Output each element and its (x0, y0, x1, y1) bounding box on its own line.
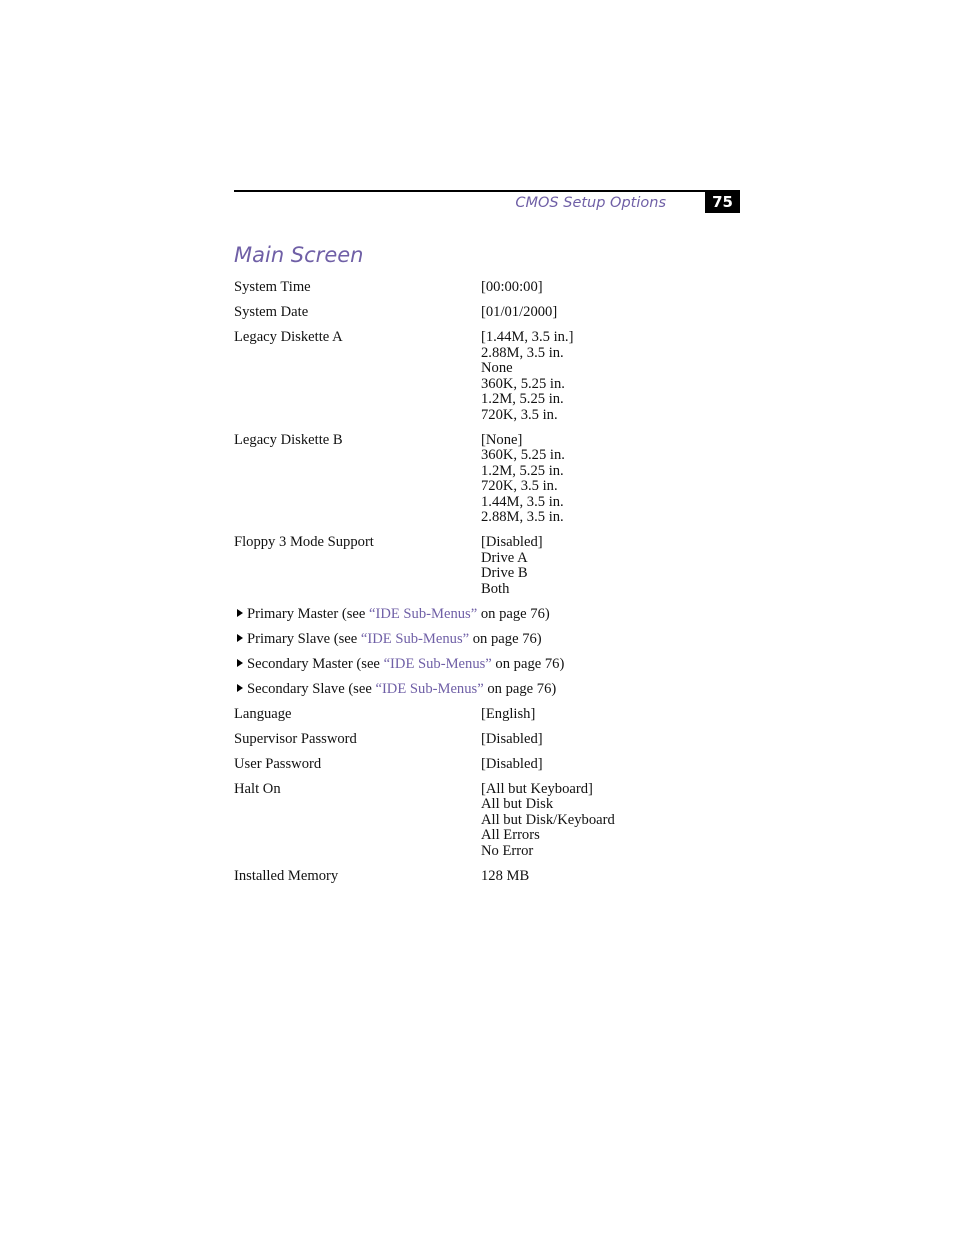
section-title: Main Screen (234, 243, 364, 267)
setting-label: Language (234, 705, 292, 722)
setting-option: 1.44M, 3.5 in. (481, 493, 564, 510)
setting-options (481, 535, 734, 597)
submenu-label: Secondary Master (see (247, 655, 384, 672)
submenu-label: Secondary Slave (see (247, 680, 376, 697)
setting-row (234, 782, 734, 860)
header-rule (234, 190, 740, 192)
setting-option: No Error (481, 842, 534, 859)
setting-option: Drive B (481, 565, 528, 581)
setting-option: 720K, 3.5 in. (481, 406, 558, 423)
submenu-page-ref: on page 76) (469, 630, 542, 647)
setting-options (481, 757, 734, 773)
triangle-bullet-icon (237, 659, 243, 667)
running-head: CMOS Setup Options (515, 195, 666, 211)
submenu-item (234, 657, 734, 673)
setting-row (234, 757, 734, 773)
submenu-item (234, 632, 734, 648)
triangle-bullet-icon (237, 634, 243, 642)
submenu-list (234, 607, 734, 698)
setting-options (481, 869, 734, 885)
setting-label: Floppy 3 Mode Support (234, 534, 374, 550)
setting-option: 1.2M, 5.25 in. (481, 462, 564, 479)
setting-row (234, 305, 734, 321)
setting-row (234, 707, 734, 723)
submenu-page-ref: on page 76) (483, 680, 557, 697)
setting-option: 2.88M, 3.5 in. (481, 344, 564, 361)
settings-content (234, 280, 734, 894)
cross-reference-link[interactable]: “IDE Sub-Menus” (368, 605, 478, 622)
setting-options (481, 433, 734, 526)
cross-reference-link[interactable]: “IDE Sub-Menus” (360, 630, 470, 647)
setting-label: Installed Memory (234, 867, 339, 884)
setting-option: [Disabled] (481, 534, 543, 550)
setting-options (481, 330, 734, 423)
setting-option: [All but Keyboard] (481, 780, 593, 797)
setting-label: User Password (234, 755, 322, 772)
setting-option: 128 MB (481, 867, 530, 884)
submenu-label: Primary Master (see (247, 605, 369, 622)
setting-option: 360K, 5.25 in. (481, 447, 565, 463)
cross-reference-link[interactable]: “IDE Sub-Menus” (375, 680, 484, 697)
settings-list-bottom (234, 707, 734, 885)
submenu-item (234, 682, 734, 698)
setting-option: 360K, 5.25 in. (481, 375, 565, 392)
setting-option: [00:00:00] (481, 279, 543, 295)
cross-reference-link[interactable]: “IDE Sub-Menus” (383, 655, 492, 672)
setting-option: [None] (481, 431, 523, 448)
setting-row (234, 280, 734, 296)
setting-row (234, 433, 734, 526)
setting-options (481, 280, 734, 296)
setting-label: Supervisor Password (234, 730, 357, 747)
setting-label: Halt On (234, 780, 281, 797)
submenu-item (234, 607, 734, 623)
setting-option: Both (481, 580, 510, 597)
setting-option: None (481, 360, 513, 376)
setting-option: [Disabled] (481, 755, 543, 772)
setting-row (234, 869, 734, 885)
page-number: 75 (705, 191, 740, 213)
setting-label: Legacy Diskette B (234, 431, 343, 448)
submenu-page-ref: on page 76) (491, 655, 565, 672)
setting-options (481, 305, 734, 321)
setting-option: All Errors (481, 827, 540, 843)
setting-row (234, 330, 734, 423)
setting-label: System Date (234, 304, 309, 320)
submenu-label: Primary Slave (see (247, 630, 361, 647)
setting-option: [English] (481, 705, 536, 722)
setting-option: 720K, 3.5 in. (481, 478, 558, 494)
setting-option: Drive A (481, 549, 528, 566)
setting-options (481, 782, 734, 860)
setting-option: All but Disk (481, 796, 554, 812)
triangle-bullet-icon (237, 609, 243, 617)
setting-options (481, 707, 734, 723)
setting-option: [Disabled] (481, 730, 543, 747)
setting-label: Legacy Diskette A (234, 329, 343, 345)
setting-option: All but Disk/Keyboard (481, 811, 615, 828)
setting-option: 1.2M, 5.25 in. (481, 391, 564, 407)
setting-option: 2.88M, 3.5 in. (481, 509, 564, 525)
submenu-page-ref: on page 76) (477, 605, 550, 622)
setting-label: System Time (234, 279, 311, 295)
setting-option: [01/01/2000] (481, 304, 558, 320)
triangle-bullet-icon (237, 684, 243, 692)
settings-list-top (234, 280, 734, 597)
setting-row (234, 732, 734, 748)
setting-option: [1.44M, 3.5 in.] (481, 329, 574, 345)
setting-options (481, 732, 734, 748)
setting-row (234, 535, 734, 597)
